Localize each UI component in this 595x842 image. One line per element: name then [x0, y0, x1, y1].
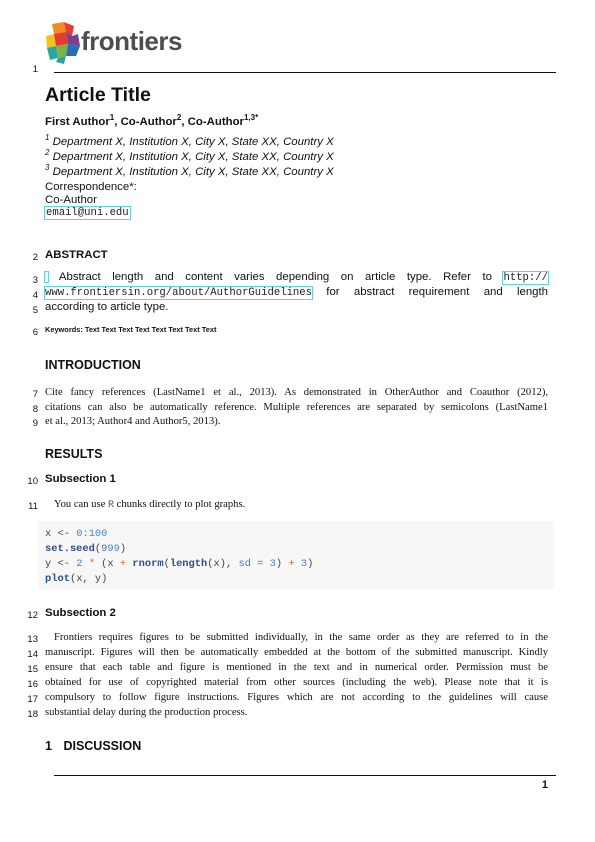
subsection1-text — [54, 498, 557, 513]
discussion-heading — [45, 739, 141, 753]
body-line: compulsory to follow figure instructions. Figures which are not according to the guidelines will cause — [45, 692, 548, 703]
code-block — [38, 521, 554, 589]
line-number: 12 — [27, 610, 38, 621]
affiliation — [45, 148, 334, 163]
author-name: First Author — [45, 115, 110, 128]
author-sup: 1,3* — [243, 113, 259, 122]
frontiers-logo — [44, 22, 194, 66]
line-number: 13 — [27, 634, 38, 645]
body-line: manuscript. Figures will then be automatically embedded at the bottom of the submitted manuscript. Kindly — [45, 647, 548, 658]
frontiers-logo-mark — [44, 22, 82, 64]
page-number: 1 — [541, 779, 548, 791]
author-sup: 1 — [109, 113, 115, 122]
line-number: 9 — [32, 418, 38, 429]
affiliation-sup: 1 — [45, 133, 50, 142]
subsection2-heading: Subsection 2 — [45, 607, 116, 619]
author-sup: 2 — [176, 113, 182, 122]
line-number: 10 — [27, 476, 38, 487]
author-name: Co-Author — [187, 115, 244, 128]
line-number: 18 — [27, 709, 38, 720]
line-number: 2 — [32, 252, 38, 263]
correspondence-name: Co-Author — [45, 194, 97, 206]
abstract-line — [45, 271, 548, 284]
line-number: 11 — [28, 501, 38, 512]
line-number: 6 — [32, 327, 38, 338]
subsection1-text-before: You can use — [54, 499, 106, 510]
affiliation-sup: 3 — [45, 163, 50, 172]
line-number: 14 — [27, 649, 38, 660]
body-line: substantial delay during the production process. — [45, 707, 248, 718]
code-line: plot(x, y) — [45, 573, 108, 585]
keywords-label: Keywords: — [45, 325, 83, 334]
line-number: 17 — [27, 694, 38, 705]
affiliation-text: Department X, Institution X, City X, State XX, Country X — [52, 165, 334, 178]
author-name: Co-Author — [120, 115, 177, 128]
abstract-line: according to article type. — [45, 301, 169, 313]
abstract-heading: ABSTRACT — [45, 249, 108, 261]
abstract-link-marker[interactable] — [45, 272, 48, 282]
affiliation — [45, 163, 334, 178]
affiliation-text: Department X, Institution X, City X, State XX, Country X — [52, 150, 334, 163]
results-heading: RESULTS — [45, 447, 103, 461]
introduction-heading: INTRODUCTION — [45, 358, 141, 372]
body-line: citations can also be automatically reference. Multiple references are separated by semicolons (LastName1 — [45, 402, 548, 413]
correspondence-label: Correspondence*: — [45, 181, 137, 193]
affiliation-text: Department X, Institution X, City X, State XX, Country X — [52, 135, 334, 148]
line-number: 5 — [32, 305, 38, 316]
line-number: 16 — [27, 679, 38, 690]
article-title: Article Title — [45, 84, 151, 106]
line-number: 7 — [32, 389, 38, 400]
guidelines-link-start[interactable]: http:// — [503, 272, 548, 284]
affiliation — [45, 133, 334, 148]
footer-rule — [54, 775, 556, 776]
header-rule — [54, 72, 556, 73]
inline-code: R — [107, 500, 114, 511]
abstract-line — [45, 286, 548, 299]
body-line: obtained for use of copyrighted material from other sources (including the web). Please note that it is — [45, 677, 548, 688]
line-number: 3 — [32, 275, 38, 286]
subsection1-heading: Subsection 1 — [45, 473, 116, 485]
line-number: 15 — [27, 664, 38, 675]
section-number: 1 — [45, 739, 52, 753]
discussion-title: DISCUSSION — [63, 739, 142, 753]
body-line: Frontiers requires figures to be submitted individually, in the same order as they are referred to in the — [54, 632, 548, 643]
abstract-text: for abstract requirement and length — [326, 286, 548, 298]
line-number: 8 — [32, 404, 38, 415]
correspondence-email-link[interactable]: email@uni.edu — [46, 207, 129, 219]
abstract-text: Abstract length and content varies depending on article type. Refer to — [58, 271, 492, 283]
line-number: 1 — [32, 64, 38, 75]
body-line: Cite fancy references (LastName1 et al., 2013). As demonstrated in OtherAuthor and Coauthor (2012), — [45, 387, 548, 398]
line-number: 4 — [32, 290, 38, 301]
keywords — [45, 325, 216, 334]
body-line: ensure that each table and figure is mentioned in the text and in numerical order. Permission must be — [45, 662, 548, 673]
code-line: x <- 0:100 — [45, 528, 108, 540]
affiliation-sup: 2 — [45, 148, 50, 157]
keywords-text: Text Text Text Text Text Text Text Text — [84, 325, 217, 334]
body-line: et al., 2013; Author4 and Author5, 2013). — [45, 416, 221, 427]
frontiers-logo-text: frontiers — [81, 26, 182, 56]
code-line: y <- 2 * (x + rnorm(length(x), sd = 3) + 3) — [45, 558, 314, 570]
code-line: set.seed(999) — [45, 543, 127, 555]
author-list: First Author$^1$, Co-Author$^2$, Co-Author$^{1,3*}$ — [45, 113, 259, 128]
guidelines-link[interactable]: www.frontiersin.org/about/AuthorGuidelines — [45, 287, 313, 299]
subsection1-text-after: chunks directly to plot graphs. — [116, 499, 246, 510]
